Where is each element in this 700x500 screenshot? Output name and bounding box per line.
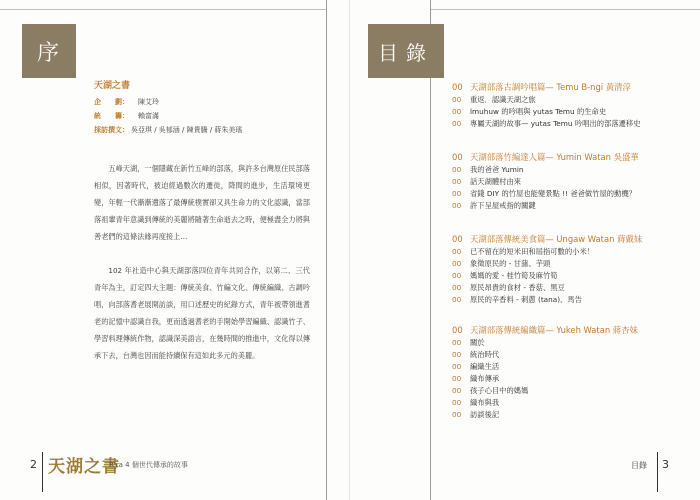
toc-section-1 xyxy=(452,80,700,130)
toc-item[interactable] xyxy=(452,385,700,397)
toc-item-text: 專屬天湖的故事— yutas Temu 吟唱出的部落遷移史 xyxy=(470,119,641,128)
toc-item-text: 統治時代 xyxy=(470,350,500,359)
paragraph-text: 五峰天湖，一個隱藏在新竹五峰的部落，與許多台灣原住民部落相似，因著時代，被迫經過數次的遷徙，降間的進步，生活環境更變，年輕一代漸漸遺落了最傳統樸實卻又具生命力的文化認識，當部落祖輩青年意識到傳統的美麗將隨著生命逝去之時，便極盡全力將與善老們的這條法緣再度接上… xyxy=(94,164,310,241)
toc-page-num: 00 xyxy=(452,338,462,347)
top-rule xyxy=(430,9,700,10)
preface-paragraph-2 xyxy=(94,262,310,364)
toc-page-num: 00 xyxy=(452,271,462,280)
toc-item-text: 象徵原民的 - 甘藷、芋頭 xyxy=(470,259,551,268)
toc-item[interactable] xyxy=(452,409,700,421)
toc-page-num: 00 xyxy=(452,398,462,407)
toc-item[interactable] xyxy=(452,164,700,176)
toc-item-text: 重返．認識天湖之旅 xyxy=(470,95,536,104)
toc-item[interactable] xyxy=(452,188,700,200)
toc-page-num: 00 xyxy=(452,177,462,186)
toc-section-heading[interactable] xyxy=(452,323,700,337)
toc-page-num: 00 xyxy=(452,247,462,256)
preface-paragraph-1 xyxy=(94,160,310,245)
toc-heading-text: 天湖部落竹編達人篇— Yumin Watan 吳盛華 xyxy=(470,152,639,162)
brand-logo: 天湖之書 xyxy=(48,457,120,477)
toc-item[interactable] xyxy=(452,246,700,258)
toc-section-heading[interactable] xyxy=(452,80,700,94)
toc-item[interactable] xyxy=(452,94,700,106)
toc-page-num: 00 xyxy=(452,295,462,304)
toc-page-num: 00 xyxy=(452,189,462,198)
toc-page-num: 00 xyxy=(452,374,462,383)
toc-item-text: 編織生活 xyxy=(470,362,500,371)
toc-item-text: 省錢 DIY 的竹屋也能變景點 !! 爸爸做竹屋的動機？ xyxy=(470,189,636,198)
toc-page-num: 00 xyxy=(452,350,462,359)
toc-heading-text: 天湖部落古調吟唱篇— Temu B-ngi 黃清淳 xyxy=(470,82,631,92)
toc-item[interactable] xyxy=(452,397,700,409)
toc-item-text: 已不留在的短米田和屆指可數的小米！ xyxy=(470,247,595,256)
toc-section-4 xyxy=(452,323,700,421)
toc-item-text: 原民的辛香料 - 刺蔥 (tana)、馬告 xyxy=(470,295,582,304)
toc-page-num: 00 xyxy=(452,362,462,371)
toc-page-num: 00 xyxy=(452,283,462,292)
page-number-right: 3 xyxy=(662,458,669,471)
toc-item-text: 我的爸爸 Yumin xyxy=(470,165,524,174)
toc-item[interactable] xyxy=(452,361,700,373)
toc-page-num: 00 xyxy=(452,234,463,244)
toc-heading-text: 天湖部落傳統美食篇— Ungaw Watan 蔣戴妹 xyxy=(470,234,643,244)
toc-item[interactable] xyxy=(452,373,700,385)
credit-role: 採訪撰文： xyxy=(94,126,129,134)
toc-item-text: 許下呈屋戒指的關鍵 xyxy=(470,201,536,210)
toc-title: 目錄 xyxy=(378,40,434,65)
toc-title-box xyxy=(368,24,444,78)
preface-title-box xyxy=(22,24,76,78)
toc-item-text: 話天湖體村由來 xyxy=(470,177,522,186)
toc-item[interactable] xyxy=(452,176,700,188)
credit-planner xyxy=(94,97,159,107)
toc-item[interactable] xyxy=(452,258,700,270)
toc-item[interactable] xyxy=(452,294,700,306)
brand-subtitle: R'ra 4 個世代傳承的故事 xyxy=(109,461,188,469)
toc-section-3 xyxy=(452,232,700,306)
toc-item[interactable] xyxy=(452,200,700,212)
credit-role: 統 籌： xyxy=(94,112,129,120)
toc-page-num: 00 xyxy=(452,95,462,104)
toc-page-num: 00 xyxy=(452,386,462,395)
book-title: 天湖之書 xyxy=(94,81,131,91)
toc-page-num: 00 xyxy=(452,152,463,162)
toc-heading-text: 天湖部落傳統編織篇— Yukeh Watan 蔣杏妹 xyxy=(470,325,638,335)
footer-toc-label: 目錄 xyxy=(631,461,647,470)
preface-title: 序 xyxy=(36,40,61,66)
toc-item-text: 訪談後記 xyxy=(470,410,500,419)
credit-role: 企 劃： xyxy=(94,98,129,106)
sidebar-line xyxy=(326,0,327,500)
page-number-left: 2 xyxy=(30,458,37,471)
credit-writers xyxy=(94,125,242,135)
toc-section-2 xyxy=(452,150,700,212)
credit-name: 賴富滿 xyxy=(138,112,159,120)
toc-item-text: 織布與我 xyxy=(470,398,500,407)
toc-item[interactable] xyxy=(452,270,700,282)
top-rule xyxy=(0,9,326,10)
toc-item[interactable] xyxy=(452,349,700,361)
toc-section-heading[interactable] xyxy=(452,232,700,246)
toc-item-text: 織布傳承 xyxy=(470,374,500,383)
toc-item-text: lmuhuw 的吟唱與 yutas Temu 的生命史 xyxy=(470,107,607,116)
footer-separator xyxy=(657,452,658,492)
credit-name: 吳亞琪 / 吳郁涵 / 陳貴騰 / 蔣朱美瑤 xyxy=(131,126,243,134)
toc-item[interactable] xyxy=(452,337,700,349)
toc-page-num: 00 xyxy=(452,410,462,419)
toc-page-num: 00 xyxy=(452,165,462,174)
footer-separator xyxy=(42,452,43,492)
toc-page-num: 00 xyxy=(452,82,463,92)
toc-page-num: 00 xyxy=(452,201,462,210)
toc-item-text: 媽媽的愛 - 桂竹筍及麻竹筍 xyxy=(470,271,558,280)
toc-item-text: 孩子心目中的媽媽 xyxy=(470,386,529,395)
credit-name: 陳艾玲 xyxy=(138,98,159,106)
toc-item[interactable] xyxy=(452,282,700,294)
toc-section-heading[interactable] xyxy=(452,150,700,164)
toc-item[interactable] xyxy=(452,106,700,118)
toc-page-num: 00 xyxy=(452,259,462,268)
toc-item[interactable] xyxy=(452,118,700,130)
toc-item-text: 原民昂貴的食材 - 香菇、黑豆 xyxy=(470,283,565,292)
toc-item-text: 關於 xyxy=(470,338,485,347)
toc-page-num: 00 xyxy=(452,325,463,335)
toc-page-num: 00 xyxy=(452,119,462,128)
toc-page-num: 00 xyxy=(452,107,462,116)
paragraph-text: 102 年社造中心與天湖部落四位青年共同合作，以第二、三代青年為主，訂定四大主題：傳統美食、竹編文化、傳統編織、古調吟唱，向部落耆老展開訪談，用口述歷史的紀錄方式，青年被帶領進耆老的記憶中認識自我，更而透過耆老的手開始學習編織、認識竹子、學習料理傳統作物，認識深美語言，在幾時間的推進中，文化得以傳承下去，台灣也因而能持續保有這如此多元的美麗。 xyxy=(94,266,310,360)
credit-coordinator xyxy=(94,111,159,121)
